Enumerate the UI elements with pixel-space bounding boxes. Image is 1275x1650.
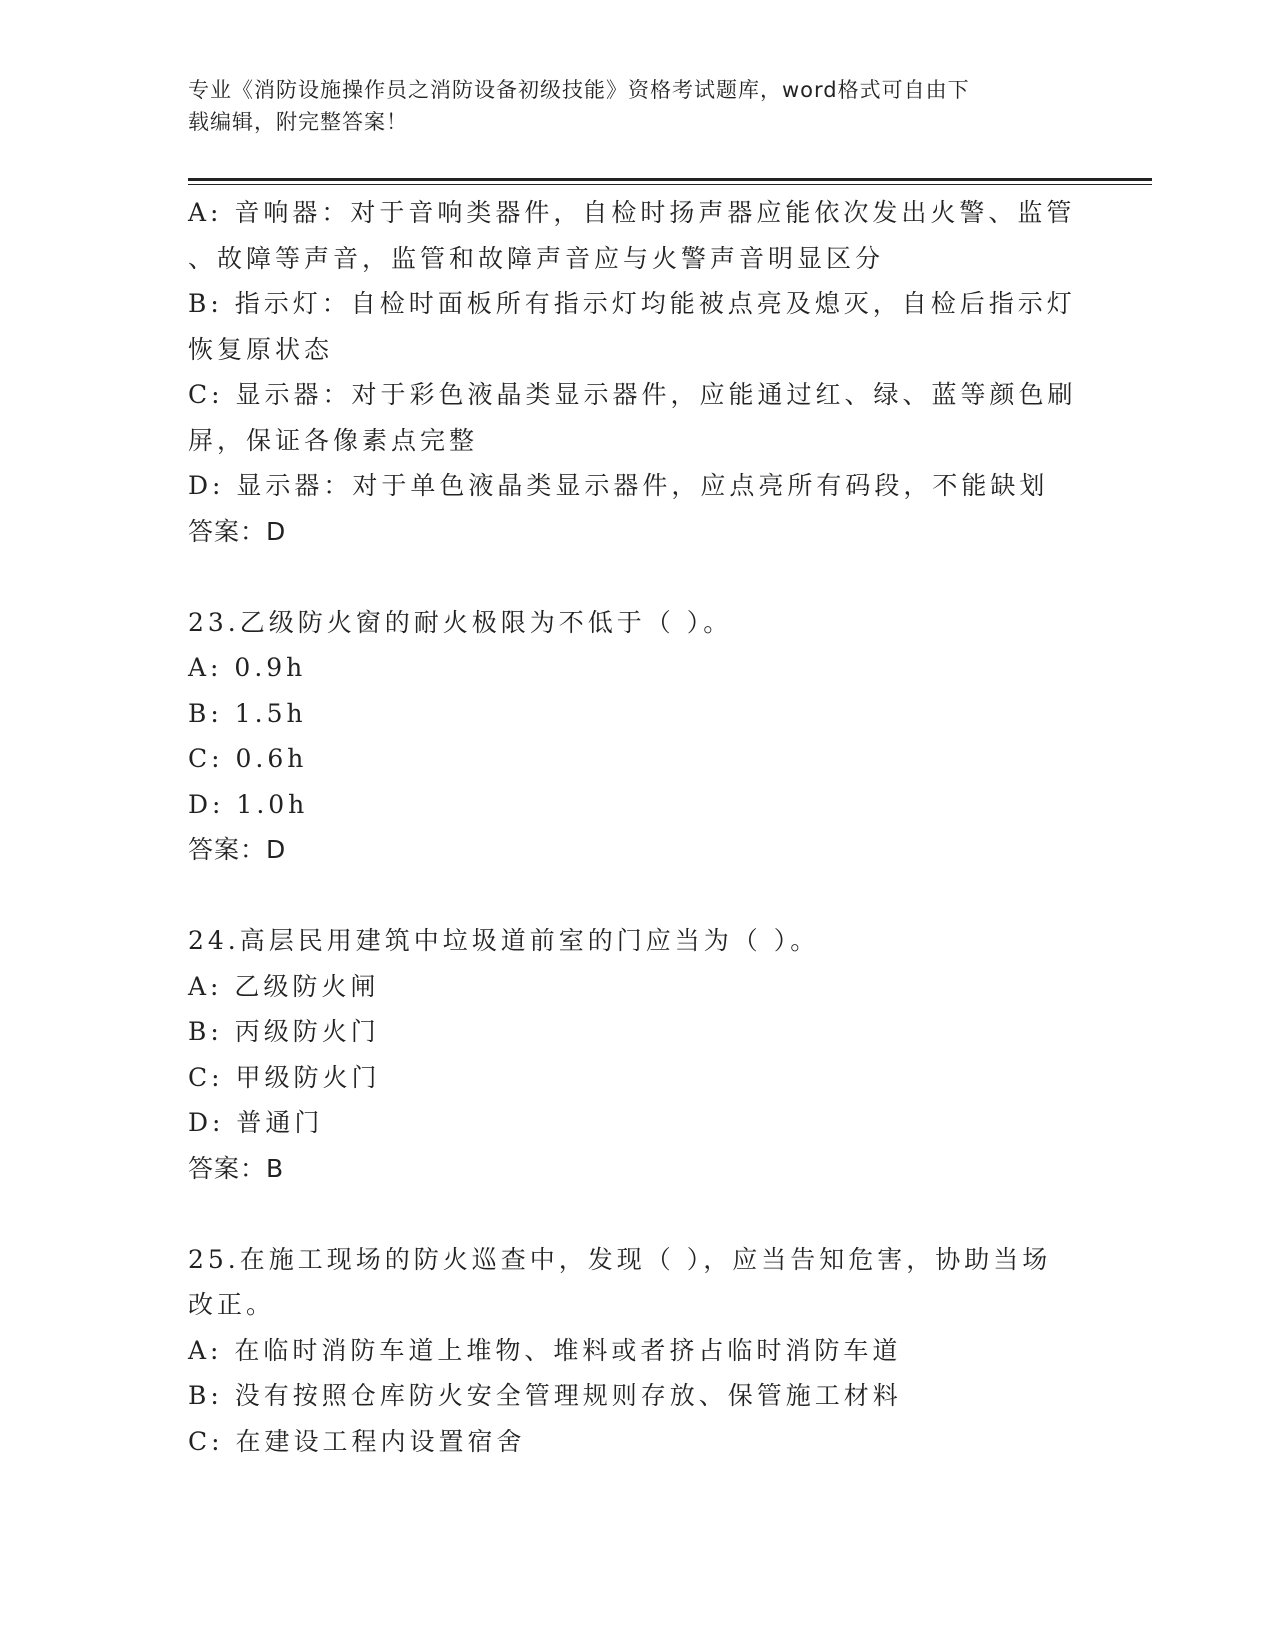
spacer [188, 554, 1088, 600]
option-d: D: 1.0h [188, 789, 309, 819]
option-b: B: 没有按照仓库防火安全管理规则存放、保管施工材料 [188, 1381, 902, 1410]
header-divider-thick [188, 178, 1152, 181]
option-b-line-2: 恢复原状态 [188, 334, 334, 364]
document-header [188, 74, 1068, 138]
question-24-block [188, 918, 1088, 1191]
question-23-block [188, 600, 1088, 873]
question-text-line-1: 25.在施工现场的防火巡查中，发现（ ），应当告知危害，协助当场 [188, 1244, 1052, 1274]
option-a: A: 在临时消防车道上堆物、堆料或者挤占临时消防车道 [188, 1335, 902, 1365]
option-b-line-1: B: 指示灯：自检时面板所有指示灯均能被点亮及熄灭，自检后指示灯 [188, 289, 1076, 318]
question-content [188, 190, 1088, 1464]
question-text: 23.乙级防火窗的耐火极限为不低于（ ）。 [188, 607, 733, 637]
header-divider-thin [188, 184, 1152, 185]
answer-line: 答案：B [188, 1153, 285, 1183]
question-22-block [188, 190, 1088, 554]
option-a-line-1: A: 音响器：对于音响类器件，自检时扬声器应能依次发出火警、监管 [188, 198, 1076, 227]
question-text: 24.高层民用建筑中垃圾道前室的门应当为（ ）。 [188, 926, 820, 955]
option-d: D: 普通门 [188, 1108, 324, 1137]
answer-line: 答案：D [188, 516, 287, 546]
option-b: B: 丙级防火门 [188, 1017, 380, 1046]
spacer [188, 873, 1088, 919]
question-text-line-2: 改正。 [188, 1290, 276, 1319]
spacer [188, 1191, 1088, 1237]
header-line-1: 专业《消防设施操作员之消防设备初级技能》资格考试题库，word格式可自由下 [188, 78, 970, 102]
option-c-line-1: C: 显示器：对于彩色液晶类显示器件，应能通过红、绿、蓝等颜色刷 [188, 380, 1077, 409]
option-c: C: 甲级防火门 [188, 1062, 381, 1092]
option-a: A: 乙级防火闸 [188, 971, 380, 1001]
option-d-line-1: D: 显示器：对于单色液晶类显示器件，应点亮所有码段，不能缺划 [188, 471, 1049, 500]
option-c-line-2: 屏，保证各像素点完整 [188, 425, 479, 455]
option-b: B: 1.5h [188, 698, 307, 728]
option-c: C: 在建设工程内设置宿舍 [188, 1426, 526, 1456]
option-a-line-2: 、故障等声音，监管和故障声音应与火警声音明显区分 [188, 243, 885, 273]
option-a: A: 0.9h [188, 653, 307, 682]
header-line-2: 载编辑，附完整答案！ [188, 110, 408, 134]
question-25-block [188, 1237, 1088, 1465]
answer-line: 答案：D [188, 835, 287, 864]
option-c: C: 0.6h [188, 744, 308, 773]
